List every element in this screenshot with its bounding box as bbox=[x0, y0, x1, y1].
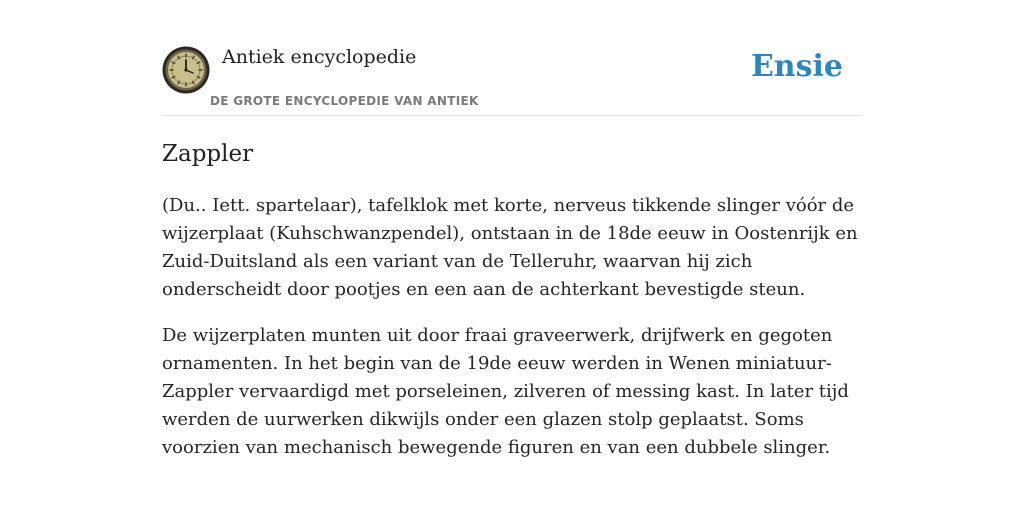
page-title: Zappler bbox=[162, 141, 254, 167]
site-title[interactable]: Antiek encyclopedie bbox=[222, 46, 417, 68]
article-paragraph: (Du.. Iett. spartelaar), tafelklok met korte, nerveus tikkende slinger vóór de wijzerplaat (Kuhschwanzpendel), ontstaan in de 18de eeuw in Oostenrijk en Zuid-Duitsland als een variant van de Telleruhr, waarvan hij zich onderscheidt door pootjes en een aan de achterkant bevestigde steun. bbox=[162, 195, 858, 300]
site-header bbox=[162, 44, 862, 116]
antique-clock-icon[interactable] bbox=[162, 46, 210, 94]
article-paragraph: De wijzerplaten munten uit door fraai graveerwerk, drijfwerk en gegoten ornamenten. In het begin van de 19de eeuw werden in Wenen miniatuur-Zappler vervaardigd met porseleinen, zilveren of messing kast. In later tijd werden de uurwerken dikwijls onder een glazen stolp geplaatst. Soms voorzien van mechanisch bewegende figuren en van een dubbele slinger. bbox=[162, 325, 849, 458]
site-subtitle: DE GROTE ENCYCLOPEDIE VAN ANTIEK bbox=[210, 94, 479, 108]
article bbox=[162, 138, 862, 480]
brand-logo-link[interactable]: Ensie bbox=[750, 49, 843, 84]
